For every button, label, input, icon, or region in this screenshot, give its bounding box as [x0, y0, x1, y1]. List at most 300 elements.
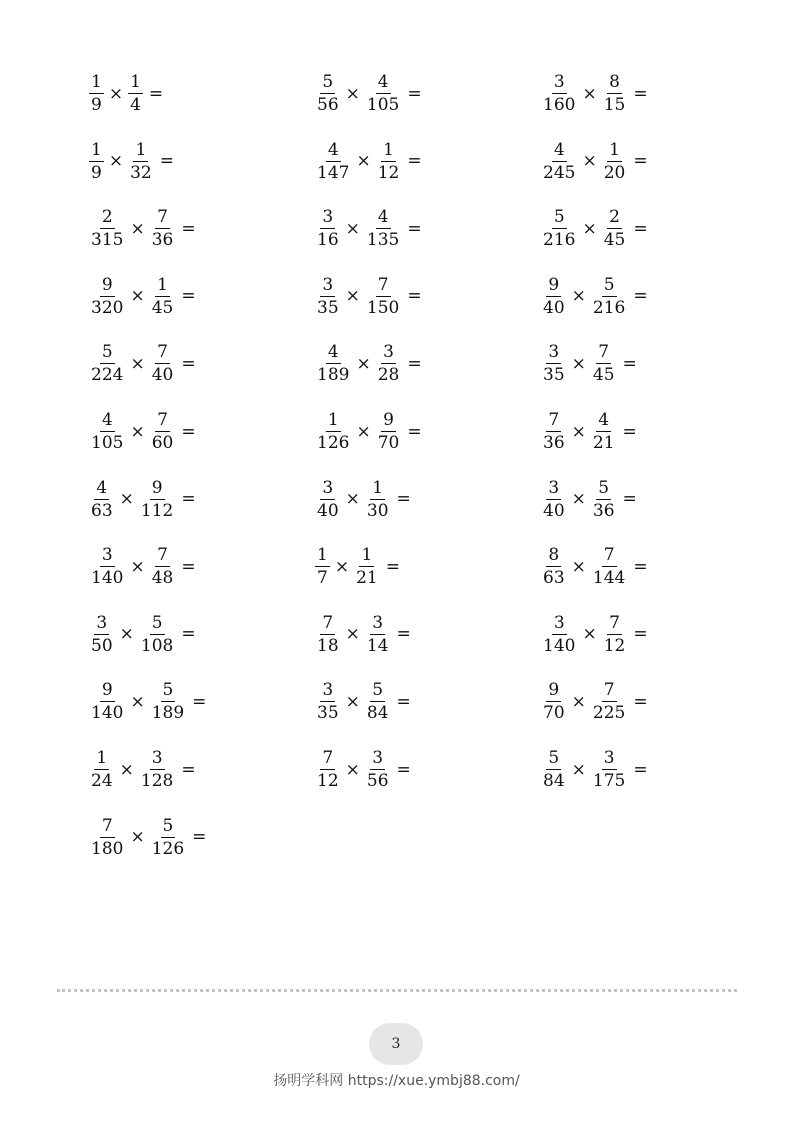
numerator: 5: [162, 680, 174, 701]
fraction-multiplication-problem: [540, 406, 642, 458]
second-fraction: [364, 274, 402, 318]
denominator: 216: [543, 230, 576, 251]
numerator: 1: [317, 545, 328, 566]
second-fraction: [590, 344, 618, 384]
equals-sign: =: [396, 489, 411, 510]
numerator: 4: [327, 342, 339, 363]
fraction-multiplication-problem: [88, 68, 168, 120]
denominator: 9: [91, 95, 102, 115]
second-fraction: [127, 74, 144, 114]
denominator: 216: [592, 297, 626, 318]
fraction-multiplication-problem: [314, 68, 427, 120]
denominator: 180: [91, 838, 124, 859]
fraction-multiplication-problem: [314, 406, 427, 458]
first-fraction: [88, 344, 126, 384]
equals-sign: =: [633, 691, 648, 712]
first-fraction: [88, 815, 126, 859]
numerator: 9: [101, 274, 113, 295]
equals-sign: =: [633, 151, 648, 172]
denominator: 36: [151, 230, 174, 251]
equals-sign: =: [407, 83, 422, 104]
second-fraction: [375, 139, 403, 183]
multiply-sign: ×: [571, 556, 586, 577]
second-fraction: [149, 344, 177, 384]
fraction-multiplication-problem: [88, 812, 211, 864]
numerator: 5: [372, 680, 384, 701]
first-fraction: [314, 477, 342, 521]
second-fraction: [590, 682, 628, 722]
fraction-multiplication-problem: [88, 203, 201, 255]
numerator: 1: [609, 139, 620, 160]
denominator: 140: [543, 635, 576, 656]
multiply-sign: ×: [119, 489, 134, 510]
numerator: 7: [377, 274, 389, 295]
fraction-multiplication-problem: [540, 474, 642, 526]
fraction-multiplication-problem: [88, 676, 211, 728]
first-fraction: [540, 344, 568, 384]
numerator: 3: [322, 680, 334, 701]
denominator: 150: [366, 297, 400, 318]
multiply-sign: ×: [130, 218, 145, 239]
multiply-sign: ×: [130, 691, 145, 712]
numerator: 5: [598, 477, 610, 498]
second-fraction: [149, 274, 177, 318]
first-fraction: [88, 274, 126, 318]
second-fraction: [138, 750, 176, 790]
denominator: 84: [543, 771, 565, 791]
denominator: 60: [151, 433, 174, 453]
equals-sign: =: [407, 286, 422, 307]
numerator: 4: [598, 410, 610, 430]
denominator: 224: [91, 365, 124, 386]
equals-sign: =: [181, 759, 196, 780]
fraction-multiplication-problem: [540, 676, 653, 728]
second-fraction: [364, 477, 392, 521]
second-fraction: [590, 274, 628, 318]
fraction-multiplication-problem: [314, 744, 416, 796]
multiply-sign: ×: [345, 83, 360, 104]
first-fraction: [314, 547, 331, 587]
numerator: 3: [322, 207, 334, 228]
first-fraction: [88, 612, 116, 656]
second-fraction: [590, 477, 618, 521]
second-fraction: [601, 612, 629, 656]
fraction-multiplication-problem: [88, 136, 179, 188]
fraction-multiplication-problem: [314, 136, 427, 188]
first-fraction: [314, 209, 342, 249]
multiply-sign: ×: [582, 83, 597, 104]
numerator: 7: [322, 748, 334, 768]
numerator: 7: [548, 410, 560, 430]
denominator: 12: [603, 635, 626, 656]
multiply-sign: ×: [345, 691, 360, 712]
denominator: 36: [592, 500, 615, 521]
denominator: 320: [91, 297, 124, 318]
denominator: 14: [366, 635, 389, 656]
denominator: 36: [543, 433, 565, 453]
numerator: 2: [609, 207, 620, 228]
numerator: 4: [96, 477, 108, 498]
denominator: 245: [543, 162, 576, 183]
equals-sign: =: [633, 624, 648, 645]
numerator: 5: [322, 72, 334, 92]
denominator: 21: [592, 433, 615, 453]
fraction-multiplication-problem: [88, 271, 201, 323]
equals-sign: =: [148, 83, 164, 104]
equals-sign: =: [633, 759, 648, 780]
fraction-multiplication-problem: [540, 68, 653, 120]
first-fraction: [88, 139, 105, 183]
numerator: 7: [598, 342, 610, 363]
numerator: 7: [101, 815, 113, 836]
denominator: 225: [592, 703, 626, 724]
equals-sign: =: [407, 421, 422, 442]
multiply-sign: ×: [119, 759, 134, 780]
first-fraction: [540, 477, 568, 521]
multiply-sign: ×: [571, 421, 586, 442]
numerator: 4: [377, 207, 389, 228]
numerator: 5: [553, 207, 565, 228]
fraction-multiplication-problem: [540, 609, 653, 661]
numerator: 7: [157, 342, 168, 363]
fraction-multiplication-problem: [314, 271, 427, 323]
denominator: 21: [356, 568, 378, 589]
numerator: 4: [553, 139, 565, 160]
denominator: 50: [91, 635, 113, 656]
denominator: 28: [377, 365, 400, 386]
denominator: 35: [543, 365, 565, 386]
equals-sign: =: [622, 489, 637, 510]
multiply-sign: ×: [130, 556, 145, 577]
numerator: 7: [157, 545, 168, 566]
equals-sign: =: [407, 353, 422, 374]
multiply-sign: ×: [130, 421, 145, 442]
denominator: 140: [91, 703, 124, 724]
multiply-sign: ×: [345, 218, 360, 239]
multiply-sign: ×: [582, 624, 597, 645]
numerator: 1: [327, 410, 339, 430]
fraction-multiplication-problem: [540, 203, 653, 255]
numerator: 5: [151, 612, 163, 633]
equals-sign: =: [192, 691, 207, 712]
denominator: 56: [366, 771, 389, 791]
denominator: 18: [317, 635, 339, 656]
first-fraction: [540, 750, 568, 790]
first-fraction: [88, 477, 116, 521]
numerator: 3: [151, 748, 163, 768]
denominator: 12: [317, 771, 339, 791]
denominator: 30: [366, 500, 389, 521]
denominator: 135: [366, 230, 400, 251]
multiply-sign: ×: [571, 759, 586, 780]
numerator: 1: [361, 545, 373, 566]
fraction-multiplication-problem: [88, 609, 201, 661]
second-fraction: [149, 815, 187, 859]
numerator: 9: [383, 410, 394, 430]
equals-sign: =: [192, 827, 207, 848]
multiply-sign: ×: [356, 151, 371, 172]
multiply-sign: ×: [356, 353, 371, 374]
first-fraction: [88, 412, 126, 452]
multiply-sign: ×: [345, 286, 360, 307]
numerator: 9: [548, 274, 560, 295]
denominator: 160: [543, 95, 576, 115]
first-fraction: [540, 682, 568, 722]
denominator: 16: [317, 230, 339, 251]
denominator: 4: [130, 95, 141, 115]
fraction-multiplication-problem: [314, 474, 416, 526]
fraction-multiplication-problem: [540, 136, 653, 188]
first-fraction: [314, 612, 342, 656]
denominator: 20: [603, 162, 626, 183]
equals-sign: =: [181, 489, 196, 510]
numerator: 9: [548, 680, 560, 701]
fraction-multiplication-problem: [88, 406, 201, 458]
second-fraction: [149, 209, 177, 249]
numerator: 8: [609, 72, 620, 92]
equals-sign: =: [407, 151, 422, 172]
equals-sign: =: [396, 691, 411, 712]
denominator: 315: [91, 230, 124, 251]
denominator: 56: [317, 95, 339, 115]
denominator: 126: [317, 433, 350, 453]
equals-sign: =: [181, 421, 196, 442]
fraction-multiplication-problem: [314, 676, 416, 728]
numerator: 3: [548, 477, 560, 498]
first-fraction: [314, 274, 342, 318]
second-fraction: [601, 209, 629, 249]
numerator: 9: [101, 680, 113, 701]
denominator: 147: [317, 162, 350, 183]
numerator: 1: [91, 72, 102, 92]
equals-sign: =: [633, 218, 648, 239]
multiply-sign: ×: [571, 286, 586, 307]
denominator: 105: [91, 433, 124, 453]
multiply-sign: ×: [345, 624, 360, 645]
first-fraction: [540, 209, 578, 249]
first-fraction: [314, 344, 352, 384]
denominator: 84: [366, 703, 389, 724]
second-fraction: [364, 750, 392, 790]
denominator: 63: [91, 500, 113, 521]
multiply-sign: ×: [345, 489, 360, 510]
equals-sign: =: [396, 624, 411, 645]
numerator: 5: [162, 815, 174, 836]
numerator: 1: [91, 139, 102, 160]
numerator: 3: [603, 748, 615, 768]
numerator: 3: [322, 477, 334, 498]
numerator: 1: [157, 274, 168, 295]
numerator: 3: [322, 274, 334, 295]
denominator: 126: [151, 838, 185, 859]
numerator: 4: [101, 410, 113, 430]
numerator: 3: [372, 612, 384, 633]
denominator: 63: [543, 568, 565, 589]
numerator: 7: [603, 545, 615, 566]
numerator: 4: [327, 139, 339, 160]
second-fraction: [353, 547, 381, 587]
first-fraction: [88, 750, 116, 790]
denominator: 32: [130, 162, 152, 183]
multiply-sign: ×: [130, 286, 145, 307]
multiply-sign: ×: [108, 151, 124, 172]
equals-sign: =: [181, 353, 196, 374]
second-fraction: [138, 612, 176, 656]
denominator: 189: [151, 703, 185, 724]
fraction-multiplication-problem: [88, 541, 201, 593]
fraction-multiplication-problem: [540, 338, 642, 390]
multiply-sign: ×: [571, 489, 586, 510]
numerator: 1: [135, 139, 147, 160]
equals-sign: =: [181, 556, 196, 577]
numerator: 7: [322, 612, 334, 633]
denominator: 112: [140, 500, 174, 521]
denominator: 7: [317, 568, 328, 589]
second-fraction: [364, 682, 392, 722]
first-fraction: [314, 682, 342, 722]
second-fraction: [375, 344, 403, 384]
numerator: 9: [151, 477, 163, 498]
first-fraction: [540, 612, 578, 656]
denominator: 40: [151, 365, 174, 386]
numerator: 1: [130, 72, 141, 92]
fraction-multiplication-problem: [540, 271, 653, 323]
second-fraction: [590, 412, 618, 452]
numerator: 5: [548, 748, 560, 768]
second-fraction: [364, 612, 392, 656]
numerator: 1: [96, 748, 108, 768]
denominator: 105: [366, 95, 400, 115]
fraction-multiplication-problem: [88, 744, 201, 796]
first-fraction: [88, 547, 126, 587]
fraction-multiplication-problem: [540, 744, 653, 796]
second-fraction: [590, 547, 628, 587]
second-fraction: [149, 412, 177, 452]
numerator: 4: [377, 72, 389, 92]
fraction-multiplication-problem: [88, 338, 201, 390]
equals-sign: =: [396, 759, 411, 780]
multiply-sign: ×: [119, 624, 134, 645]
denominator: 15: [603, 95, 626, 115]
equals-sign: =: [622, 353, 637, 374]
first-fraction: [88, 682, 126, 722]
fraction-multiplication-problem: [314, 203, 427, 255]
numerator: 5: [101, 342, 113, 363]
second-fraction: [149, 682, 187, 722]
denominator: 70: [377, 433, 400, 453]
second-fraction: [149, 547, 177, 587]
numerator: 2: [101, 207, 113, 228]
first-fraction: [88, 74, 105, 114]
footer-site-text: 扬明学科网 https://xue.ymbj88.com/: [273, 1073, 520, 1089]
multiply-sign: ×: [345, 759, 360, 780]
denominator: 35: [317, 297, 339, 318]
equals-sign: =: [181, 218, 196, 239]
page-number: 3: [391, 1036, 401, 1052]
denominator: 35: [317, 703, 339, 724]
first-fraction: [88, 209, 126, 249]
page-number-badge: [369, 1023, 423, 1065]
denominator: 144: [592, 568, 626, 589]
equals-sign: =: [407, 218, 422, 239]
multiply-sign: ×: [571, 691, 586, 712]
denominator: 140: [91, 568, 124, 589]
second-fraction: [127, 139, 155, 183]
denominator: 24: [91, 771, 113, 791]
denominator: 40: [543, 297, 565, 318]
multiply-sign: ×: [582, 151, 597, 172]
numerator: 3: [553, 72, 565, 92]
equals-sign: =: [385, 556, 400, 577]
first-fraction: [314, 750, 342, 790]
second-fraction: [364, 209, 402, 249]
equals-sign: =: [633, 556, 648, 577]
equals-sign: =: [181, 624, 196, 645]
denominator: 45: [151, 297, 174, 318]
equals-sign: =: [633, 83, 648, 104]
numerator: 3: [548, 342, 560, 363]
denominator: 45: [603, 230, 626, 251]
multiply-sign: ×: [571, 353, 586, 374]
denominator: 108: [140, 635, 174, 656]
multiply-sign: ×: [582, 218, 597, 239]
multiply-sign: ×: [334, 556, 350, 577]
multiply-sign: ×: [130, 827, 145, 848]
second-fraction: [138, 477, 176, 521]
numerator: 3: [383, 342, 394, 363]
fraction-multiplication-problem: [88, 474, 201, 526]
numerator: 8: [548, 545, 560, 566]
fraction-multiplication-problem: [314, 609, 416, 661]
fraction-multiplication-problem: [314, 338, 427, 390]
fraction-multiplication-problem: [314, 541, 405, 593]
multiply-sign: ×: [356, 421, 371, 442]
denominator: 175: [592, 771, 626, 791]
first-fraction: [314, 412, 352, 452]
fraction-multiplication-problem: [540, 541, 653, 593]
denominator: 48: [151, 568, 174, 589]
numerator: 1: [383, 139, 394, 160]
first-fraction: [540, 139, 578, 183]
multiply-sign: ×: [130, 353, 145, 374]
numerator: 3: [372, 748, 384, 768]
numerator: 7: [609, 612, 620, 633]
numerator: 3: [96, 612, 108, 633]
denominator: 40: [317, 500, 339, 521]
denominator: 9: [91, 162, 102, 183]
dotted-divider: [57, 989, 737, 992]
denominator: 128: [140, 771, 174, 791]
first-fraction: [540, 547, 568, 587]
numerator: 3: [101, 545, 113, 566]
denominator: 40: [543, 500, 565, 521]
multiply-sign: ×: [108, 83, 124, 104]
equals-sign: =: [159, 151, 174, 172]
numerator: 7: [157, 410, 168, 430]
first-fraction: [540, 74, 578, 114]
second-fraction: [601, 74, 629, 114]
equals-sign: =: [633, 286, 648, 307]
second-fraction: [375, 412, 403, 452]
denominator: 12: [377, 162, 400, 183]
numerator: 5: [603, 274, 615, 295]
numerator: 7: [157, 207, 168, 228]
first-fraction: [314, 74, 342, 114]
equals-sign: =: [622, 421, 637, 442]
numerator: 7: [603, 680, 615, 701]
first-fraction: [540, 412, 568, 452]
denominator: 70: [543, 703, 565, 724]
